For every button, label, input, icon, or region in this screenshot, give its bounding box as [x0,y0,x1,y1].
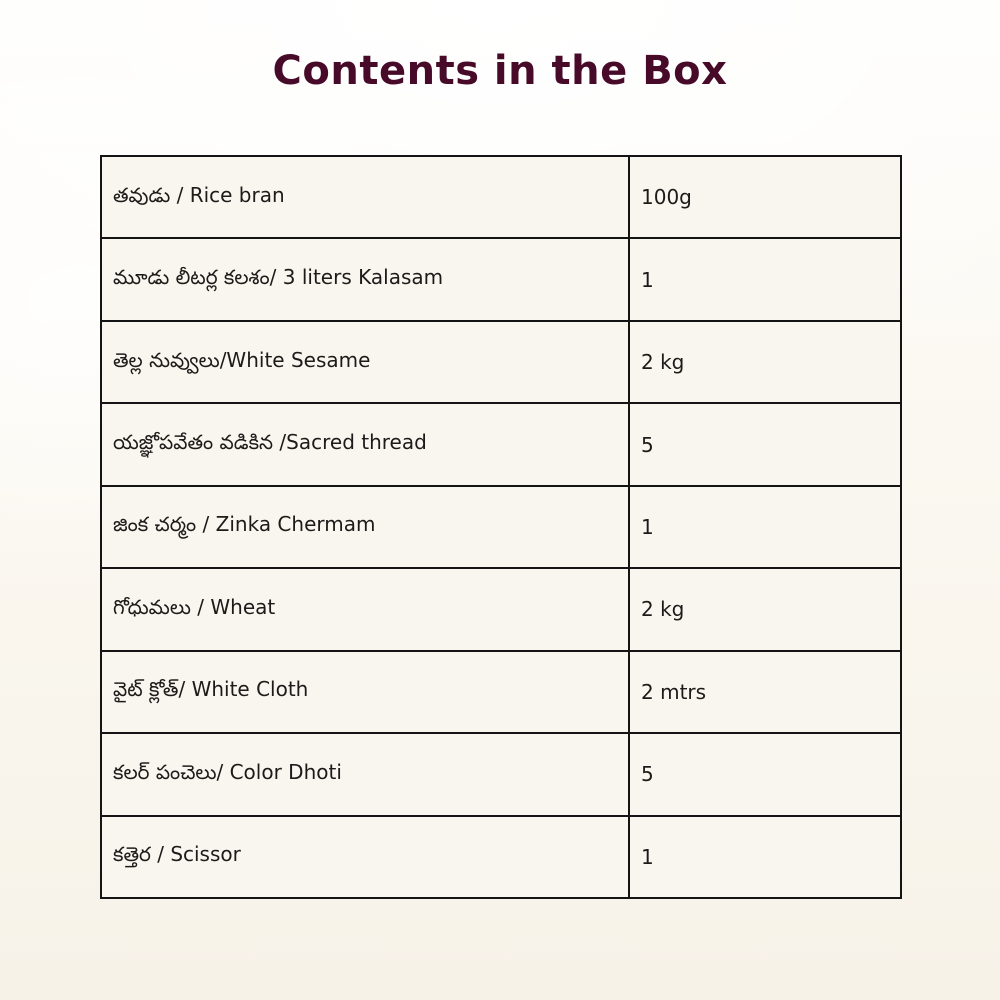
item-name: వైట్ క్లోత్/ White Cloth [101,651,629,733]
item-name: తెల్ల నువ్వులు/White Sesame [101,321,629,403]
table-row [101,156,901,238]
table-row [101,816,901,899]
item-name: కత్తెర / Scissor [101,816,629,899]
table-row [101,238,901,320]
item-quantity: 1 [629,238,901,320]
item-quantity: 2 kg [629,568,901,650]
table-row [101,403,901,485]
contents-table [100,155,902,899]
item-quantity: 2 kg [629,321,901,403]
table-row [101,651,901,733]
item-name: జింక చర్మం / Zinka Chermam [101,486,629,568]
item-name: గోధుమలు / Wheat [101,568,629,650]
table-row [101,568,901,650]
item-quantity: 1 [629,486,901,568]
item-quantity: 100g [629,156,901,238]
table-row [101,486,901,568]
item-quantity: 5 [629,403,901,485]
item-quantity: 5 [629,733,901,815]
item-name: తవుడు / Rice bran [101,156,629,238]
item-name: కలర్ పంచెలు/ Color Dhoti [101,733,629,815]
table-row [101,733,901,815]
item-quantity: 2 mtrs [629,651,901,733]
item-name: మూడు లీటర్ల కలశం/ 3 liters Kalasam [101,238,629,320]
page-title: Contents in the Box [272,48,728,94]
table-row [101,321,901,403]
item-name: యజ్ఞోపవేతం వడికిన /Sacred thread [101,403,629,485]
item-quantity: 1 [629,816,901,899]
